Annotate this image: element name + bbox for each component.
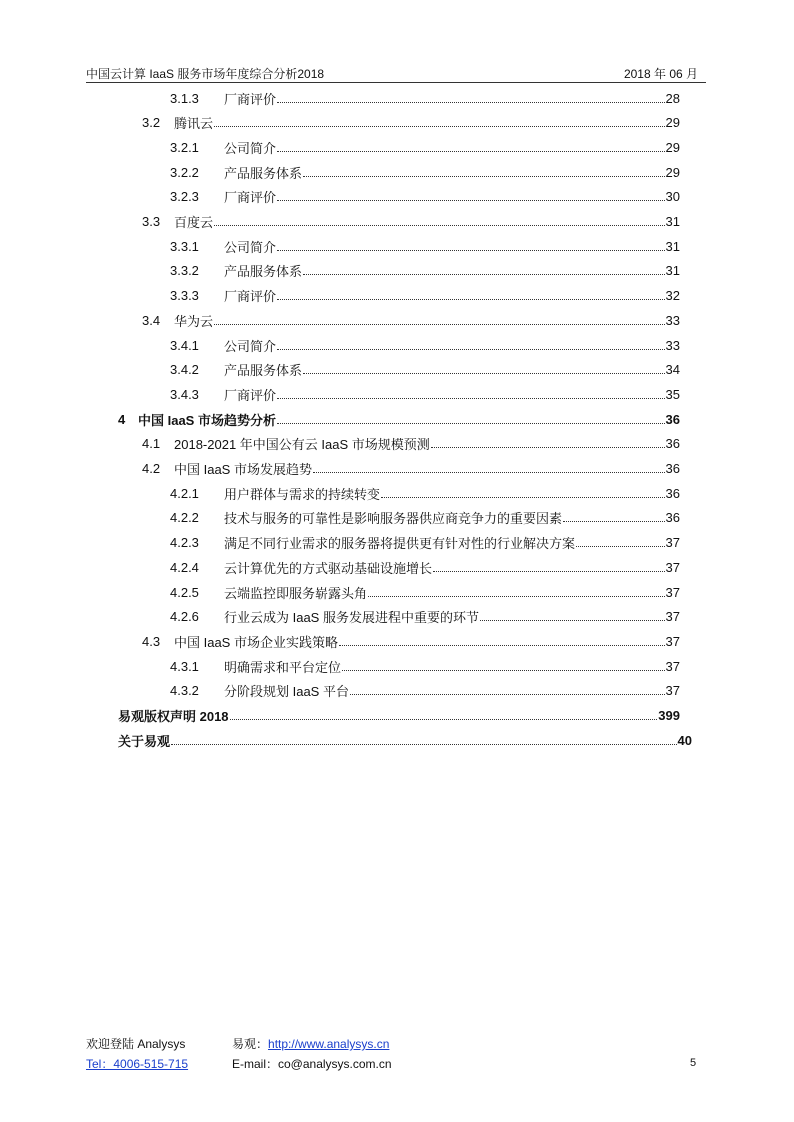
dot-leader [303, 274, 665, 275]
toc-entry-number: 3.3 [142, 214, 161, 229]
dot-leader [214, 225, 665, 226]
toc-entry-number: 4.2 [142, 461, 161, 476]
toc-entry-title: 厂商评价 [224, 387, 277, 403]
dot-leader [230, 719, 658, 720]
dot-leader [563, 521, 665, 522]
toc-entry-title: 行业云成为 IaaS 服务发展进程中重要的环节 [224, 610, 479, 626]
toc-entry-number: 3.2 [142, 115, 161, 131]
toc-entry-title: 满足不同行业需求的服务器将提供更有针对性的行业解决方案 [224, 536, 576, 552]
toc-entry-title: 中国 IaaS 市场发展趋势 [174, 462, 312, 477]
toc-entry-page: 36 [665, 510, 680, 526]
toc-entry-page: 28 [665, 90, 680, 106]
toc-entry-title: 公司简介 [224, 140, 277, 156]
toc-entry[interactable] [170, 360, 680, 380]
toc-entry-page: 29 [665, 164, 680, 180]
toc-entry-page: 31 [665, 214, 680, 229]
toc-entry-page: 29 [665, 115, 680, 131]
toc-entry[interactable] [118, 409, 680, 429]
toc-entry-number: 3.3.2 [170, 263, 199, 279]
toc-entry-page: 33 [665, 312, 680, 328]
toc-entry[interactable] [142, 212, 680, 232]
toc-entry[interactable] [170, 88, 680, 108]
footer-welcome: 欢迎登陆 Analysys [86, 1037, 186, 1051]
dot-leader [433, 571, 665, 572]
website-link[interactable]: http://www.analysys.cn [268, 1037, 390, 1051]
dot-leader [277, 423, 665, 424]
dot-leader [277, 102, 665, 103]
toc-entry[interactable] [170, 335, 680, 355]
phone-link[interactable]: Tel：4006-515-715 [86, 1057, 189, 1071]
toc-entry-number: 3.2.1 [170, 139, 199, 155]
toc-entry-number: 4 [118, 411, 126, 427]
toc-entry-number: 3.4.1 [170, 337, 199, 353]
dot-leader [277, 398, 665, 399]
dot-leader [313, 472, 665, 473]
toc-entry-title: 百度云 [174, 215, 214, 230]
toc-entry[interactable] [118, 730, 692, 750]
toc-entry-number: 4.3 [142, 633, 161, 649]
dot-leader [277, 250, 665, 251]
footer-web-label: 易观： [232, 1037, 269, 1051]
toc-entry-page: 36 [665, 461, 680, 476]
toc-entry-number: 3.3.1 [170, 238, 199, 254]
dot-leader [171, 744, 677, 745]
dot-leader [480, 620, 665, 621]
toc-entry-title: 产品服务体系 [224, 264, 303, 280]
toc-entry[interactable] [170, 607, 680, 627]
dot-leader [339, 645, 665, 646]
toc-entry-title: 厂商评价 [224, 190, 277, 206]
toc-entry-number: 3.4.3 [170, 386, 199, 402]
toc-entry-page: 37 [665, 609, 680, 625]
toc-entry-title: 易观版权声明 2018 [118, 709, 229, 724]
footer-web [232, 1035, 389, 1052]
toc-entry-title: 产品服务体系 [224, 363, 303, 379]
toc-entry-page: 37 [665, 633, 680, 649]
toc-entry[interactable] [118, 706, 680, 726]
page-header [86, 64, 706, 83]
toc-entry-title: 中国 IaaS 市场趋势分析 [138, 412, 276, 428]
toc-entry-page: 36 [665, 436, 680, 452]
toc-entry-page: 37 [665, 683, 680, 699]
toc-entry[interactable] [170, 384, 680, 404]
toc-entry-number: 3.2.3 [170, 189, 199, 205]
toc-entry[interactable] [142, 459, 680, 479]
dot-leader [381, 497, 665, 498]
toc-entry-page: 37 [665, 584, 680, 600]
toc-entry[interactable] [170, 557, 680, 577]
dot-leader [303, 373, 665, 374]
toc-entry-number: 4.2.5 [170, 584, 199, 600]
toc-entry-page: 32 [665, 288, 680, 304]
toc-entry-title: 关于易观 [118, 733, 171, 749]
toc-entry-title: 产品服务体系 [224, 165, 303, 181]
toc-entry-number: 4.2.2 [170, 510, 199, 526]
toc-entry-page: 37 [665, 559, 680, 575]
toc-entry-title: 厂商评价 [224, 91, 277, 107]
header-title: 中国云计算 IaaS 服务市场年度综合分析2018 [86, 67, 325, 81]
toc-entry[interactable] [170, 508, 680, 528]
toc-entry[interactable] [170, 162, 680, 182]
toc-entry-title: 用户群体与需求的持续转变 [224, 486, 381, 502]
dot-leader [576, 546, 665, 547]
toc-entry[interactable] [170, 656, 680, 676]
dot-leader [342, 670, 665, 671]
toc-entry-page: 37 [665, 658, 680, 674]
toc-entry[interactable] [142, 113, 680, 133]
toc-entry[interactable] [170, 137, 680, 157]
toc-entry-title: 分阶段规划 IaaS 平台 [224, 684, 349, 700]
toc-entry-title: 技术与服务的可靠性是影响服务器供应商竞争力的重要因素 [224, 511, 563, 527]
toc-entry-page: 29 [665, 139, 680, 155]
toc-entry-page: 399 [658, 708, 680, 723]
toc-entry-page: 30 [665, 189, 680, 205]
toc-entry-number: 3.2.2 [170, 164, 199, 180]
toc-entry-title: 厂商评价 [224, 289, 277, 305]
toc-entry-number: 4.2.4 [170, 559, 199, 575]
toc-entry-title: 明确需求和平台定位 [224, 659, 342, 675]
toc-entry-number: 4.3.2 [170, 683, 199, 699]
toc-entry-page: 31 [665, 238, 680, 254]
toc-entry[interactable] [142, 434, 680, 454]
toc-entry-title: 中国 IaaS 市场企业实践策略 [174, 634, 338, 650]
toc-entry-number: 4.3.1 [170, 658, 199, 674]
dot-leader [303, 176, 665, 177]
footer-email: E-mail：co@analysys.com.cn [232, 1057, 392, 1071]
dot-leader [277, 349, 665, 350]
toc-entry-title: 公司简介 [224, 239, 277, 255]
toc-entry-page: 36 [665, 485, 680, 501]
dot-leader [277, 200, 665, 201]
toc-entry[interactable] [170, 286, 680, 306]
dot-leader [214, 126, 665, 127]
toc-entry-number: 4.2.3 [170, 535, 199, 551]
toc-entry-number: 3.3.3 [170, 288, 199, 304]
toc-entry[interactable] [170, 533, 680, 553]
toc-entry[interactable] [142, 631, 680, 651]
dot-leader [350, 694, 665, 695]
toc-entry[interactable] [142, 310, 680, 330]
toc-entry-number: 4.2.1 [170, 485, 199, 501]
dot-leader [277, 299, 665, 300]
toc-entry[interactable] [170, 236, 680, 256]
toc-entry[interactable] [170, 261, 680, 281]
toc-entry[interactable] [170, 582, 680, 602]
toc-entry-title: 华为云 [174, 313, 214, 329]
page-number: 5 [690, 1057, 697, 1069]
toc-entry[interactable] [170, 187, 680, 207]
toc-entry-number: 3.4.2 [170, 362, 199, 378]
toc-entry-page: 36 [665, 411, 680, 427]
dot-leader [277, 151, 665, 152]
toc-entry-title: 云端监控即服务崭露头角 [224, 585, 368, 601]
toc-entry-page: 31 [665, 263, 680, 279]
toc-entry[interactable] [170, 681, 680, 701]
toc-entry-number: 3.1.3 [170, 90, 199, 106]
toc-entry-title: 2018-2021 年中国公有云 IaaS 市场规模预测 [174, 437, 430, 453]
toc-entry-page: 37 [665, 535, 680, 551]
toc-entry[interactable] [170, 483, 680, 503]
dot-leader [368, 596, 665, 597]
toc-entry-title: 公司简介 [224, 338, 277, 354]
toc-entry-number: 4.2.6 [170, 609, 199, 625]
dot-leader [214, 324, 665, 325]
toc-entry-title: 云计算优先的方式驱动基础设施增长 [224, 560, 433, 576]
dot-leader [431, 447, 665, 448]
toc-entry-number: 3.4 [142, 312, 161, 328]
toc-entry-title: 腾讯云 [174, 116, 214, 132]
toc-entry-page: 40 [677, 732, 692, 748]
header-date: 2018 年 06 月 [623, 67, 698, 81]
toc-entry-number: 4.1 [142, 436, 161, 452]
toc-entry-page: 33 [665, 337, 680, 353]
toc-entry-page: 34 [665, 362, 680, 378]
toc-entry-page: 35 [665, 386, 680, 402]
